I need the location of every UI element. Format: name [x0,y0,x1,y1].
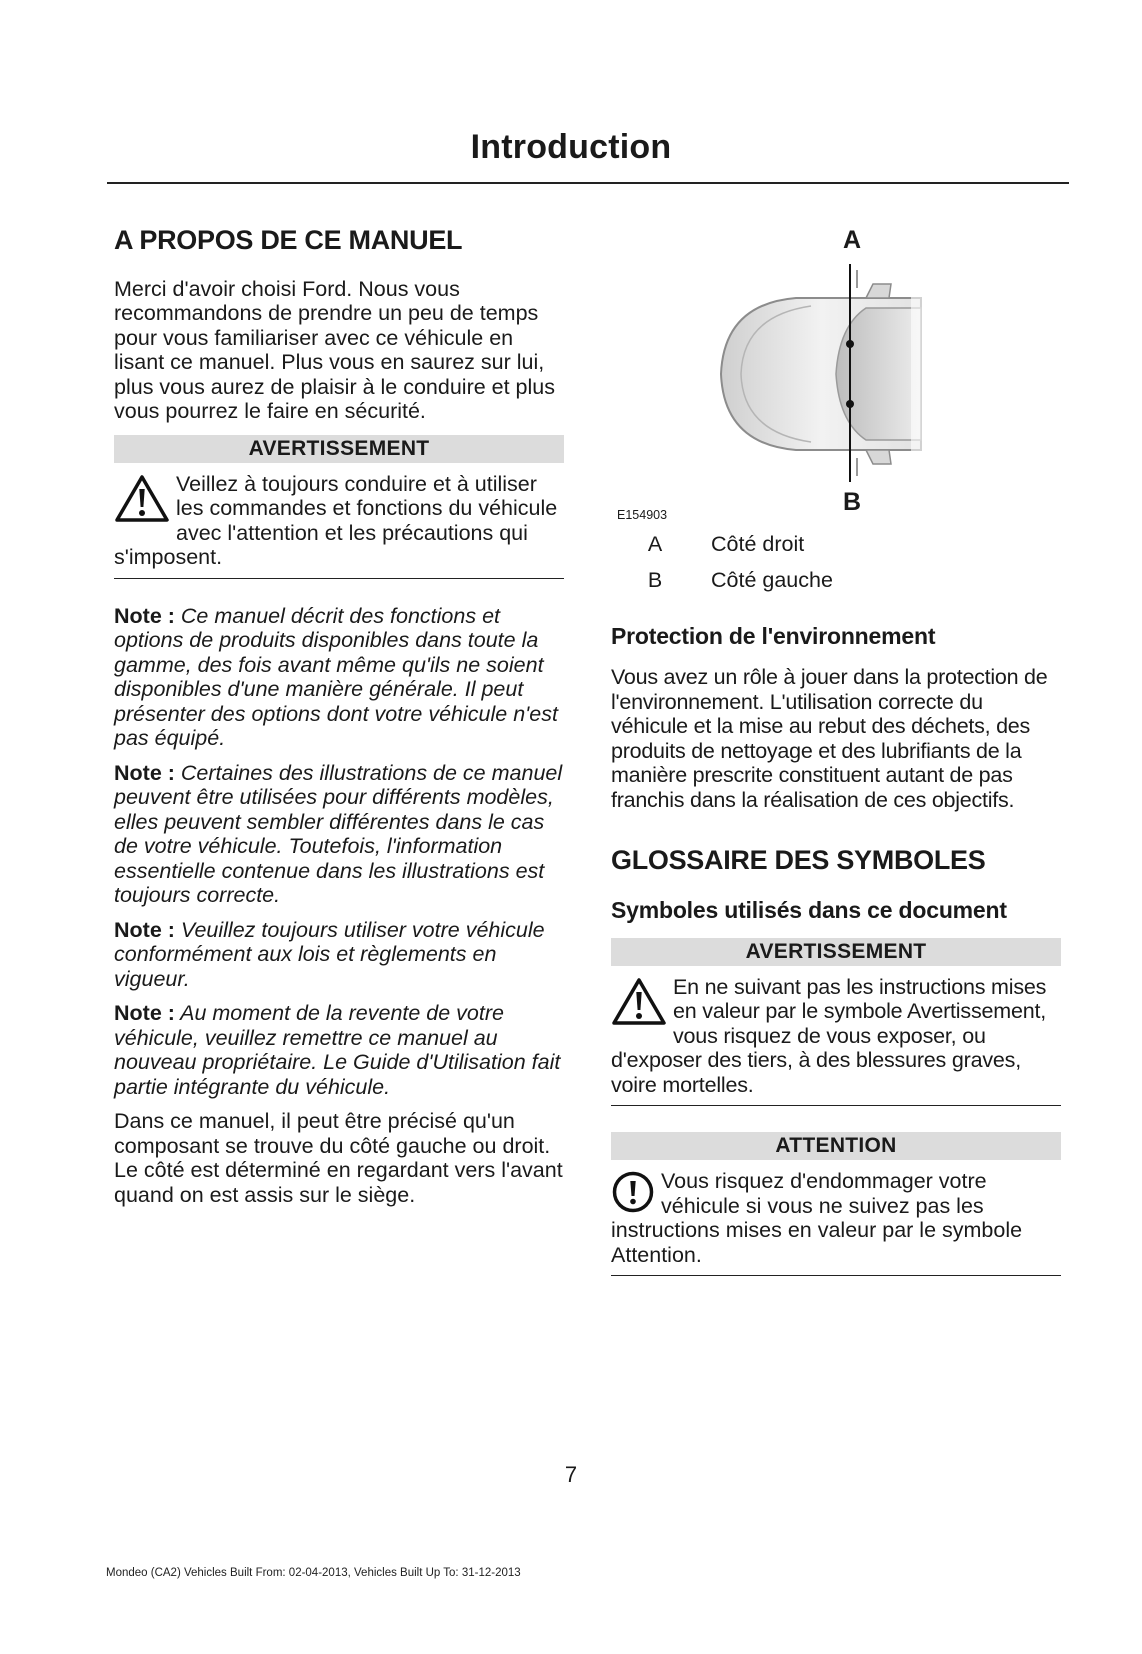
environment-paragraph: Vous avez un rôle à jouer dans la protection de l'environnement. L'utilisation correcte du véhicule et la mise au rebut des déchets, des produits de nettoyage et des lubrifiants de la manière prescrite constituent autant de pas franchis dans la réalisation de ces objectifs. [611,665,1048,812]
figure-legend [611,526,1061,598]
warning-box [611,938,1061,1107]
legend-value: Côté gauche [711,568,833,592]
intro-paragraph: Merci d'avoir choisi Ford. Nous vous recommandons de prendre un peu de temps pour vous familiariser avec ce véhicule en lisant ce manuel. Plus vous en saurez sur lui, plus vous aurez de plaisir à le conduire et plus vous pourrez le faire en sécurité. [114,276,556,424]
attention-box-body [611,1160,1061,1276]
warning-triangle-icon [114,474,170,524]
note-text: Ce manuel décrit des fonctions et options de produits disponibles dans toute la gamme, des fois avant même qu'ils ne soient disponibles d'une manière générale. Il peut présenter des options dont votre véhicule n'est pas équipé. [114,603,558,751]
warning-box-title: AVERTISSEMENT [611,938,1061,966]
attention-box-text: Vous risquez d'endommager votre véhicule si vous ne suivez pas les instructions mises en valeur par le symbole Attention. [611,1169,1023,1267]
attention-box [611,1132,1061,1276]
left-column [114,226,564,1207]
attention-circle-icon [611,1170,659,1216]
legend-key: A [647,532,663,556]
legend-key: B [647,568,663,592]
closing-paragraph: Dans ce manuel, il peut être précisé qu'un composant se trouve du côté gauche ou droit. Le côté est déterminé en regardant vers l'avant quand on est assis sur le siège. [114,1109,563,1207]
warning-box-text: Veillez à toujours conduire et à utiliser les commandes et fonctions du véhicule avec l'attention et les précautions qui s'imposent. [114,471,558,570]
legend-value: Côté droit [711,532,805,556]
note-3 [114,918,564,992]
warning-box-body [114,463,564,579]
legend-row [611,562,1061,598]
note-text: Au moment de la revente de votre véhicule, veuillez remettre ce manuel au nouveau propriétaire. Le Guide d'Utilisation fait partie intégrante du véhicule. [114,1001,561,1099]
page-number: 7 [564,1462,578,1487]
subsection-heading-symbols: Symboles utilisés dans ce document [611,896,1007,923]
note-label: Note : [114,1001,175,1026]
warning-box [114,435,564,579]
note-text: Veuillez toujours utiliser votre véhicule conformément aux lois et règlements en vigueur. [114,917,545,991]
section-heading-glossary: GLOSSAIRE DES SYMBOLES [611,845,986,876]
legend-row [611,526,1061,562]
warning-box-title: AVERTISSEMENT [114,435,564,463]
figure-label-b: B [843,488,862,516]
note-4 [114,1001,564,1099]
section-heading-environment: Protection de l'environnement [611,623,936,649]
attention-box-title: ATTENTION [611,1132,1061,1160]
footer-text: Mondeo (CA2) Vehicles Built From: 02-04-2013, Vehicles Built Up To: 31-12-2013 [106,1567,521,1579]
note-1 [114,604,564,751]
warning-box-text: En ne suivant pas les instructions mises en valeur par le symbole Avertissement, vous risquez de vous exposer, ou d'exposer des tiers, à des blessures graves, voire mortelles. [611,974,1047,1097]
warning-triangle-icon [611,977,667,1027]
note-text: Certaines des illustrations de ce manuel peuvent être utilisées pour différents modèles, elles peuvent sembler différentes dans le cas de votre véhicule. Toutefois, l'information essentielle contenue dans les illustrations est toujours correcte. [114,760,563,908]
warning-box-body [611,966,1061,1107]
figure-code: E154903 [617,508,668,522]
note-label: Note : [114,603,175,628]
right-column [611,226,1061,1276]
note-label: Note : [114,917,175,942]
note-label: Note : [114,760,175,785]
car-top-view-illustration [611,226,1061,516]
section-heading-about-manual: A PROPOS DE CE MANUEL [114,225,463,255]
page-title: Introduction [470,128,672,166]
figure-label-a: A [843,226,862,254]
title-rule [107,182,1069,184]
note-2 [114,761,564,908]
car-figure [611,226,1061,526]
